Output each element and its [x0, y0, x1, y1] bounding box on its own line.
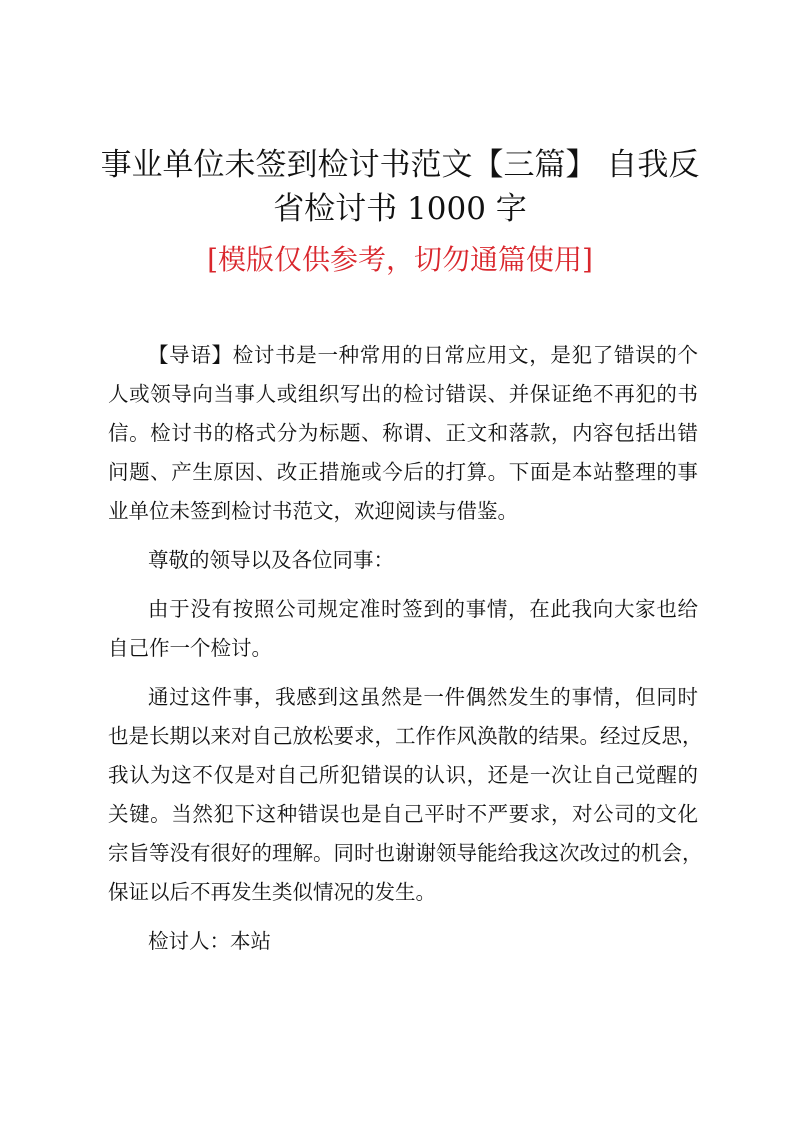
body-line: 由于没有按照公司规定准时签到的事情，在此我向大家也给	[148, 597, 698, 621]
body-line: 宗旨等没有很好的理解。同时也谢谢领导能给我这次改过的机会，	[108, 841, 703, 865]
intro-line: 业单位未签到检讨书范文，欢迎阅读与借鉴。	[108, 499, 518, 523]
body-line: 通过这件事，我感到这虽然是一件偶然发生的事情，但同时	[148, 685, 698, 709]
body-line: 自己作一个检讨。	[108, 636, 272, 660]
body-line: 保证以后不再发生类似情况的发生。	[108, 880, 436, 904]
template-notice: [模版仅供参考，切勿通篇使用]	[207, 243, 593, 276]
document-title-line-1: 事业单位未签到检讨书范文【三篇】 自我反	[100, 147, 700, 183]
intro-line: 【导语】检讨书是一种常用的日常应用文，是犯了错误的个	[148, 343, 698, 367]
body-line: 我认为这不仅是对自己所犯错误的认识，还是一次让自己觉醒的	[108, 763, 698, 787]
body-line: 也是长期以来对自己放松要求，工作作风涣散的结果。经过反思，	[108, 724, 703, 748]
intro-line: 信。检讨书的格式分为标题、称谓、正文和落款，内容包括出错	[108, 421, 698, 445]
salutation-line: 尊敬的领导以及各位同事：	[148, 548, 394, 572]
body-line: 关键。当然犯下这种错误也是自己平时不严要求，对公司的文化	[108, 802, 698, 826]
intro-line: 人或领导向当事人或组织写出的检讨错误、并保证绝不再犯的书	[108, 382, 698, 406]
intro-line: 问题、产生原因、改正措施或今后的打算。下面是本站整理的事	[108, 460, 698, 484]
signature-line: 检讨人：本站	[148, 929, 271, 953]
document-title-line-2: 省检讨书 1000 字	[273, 191, 527, 227]
